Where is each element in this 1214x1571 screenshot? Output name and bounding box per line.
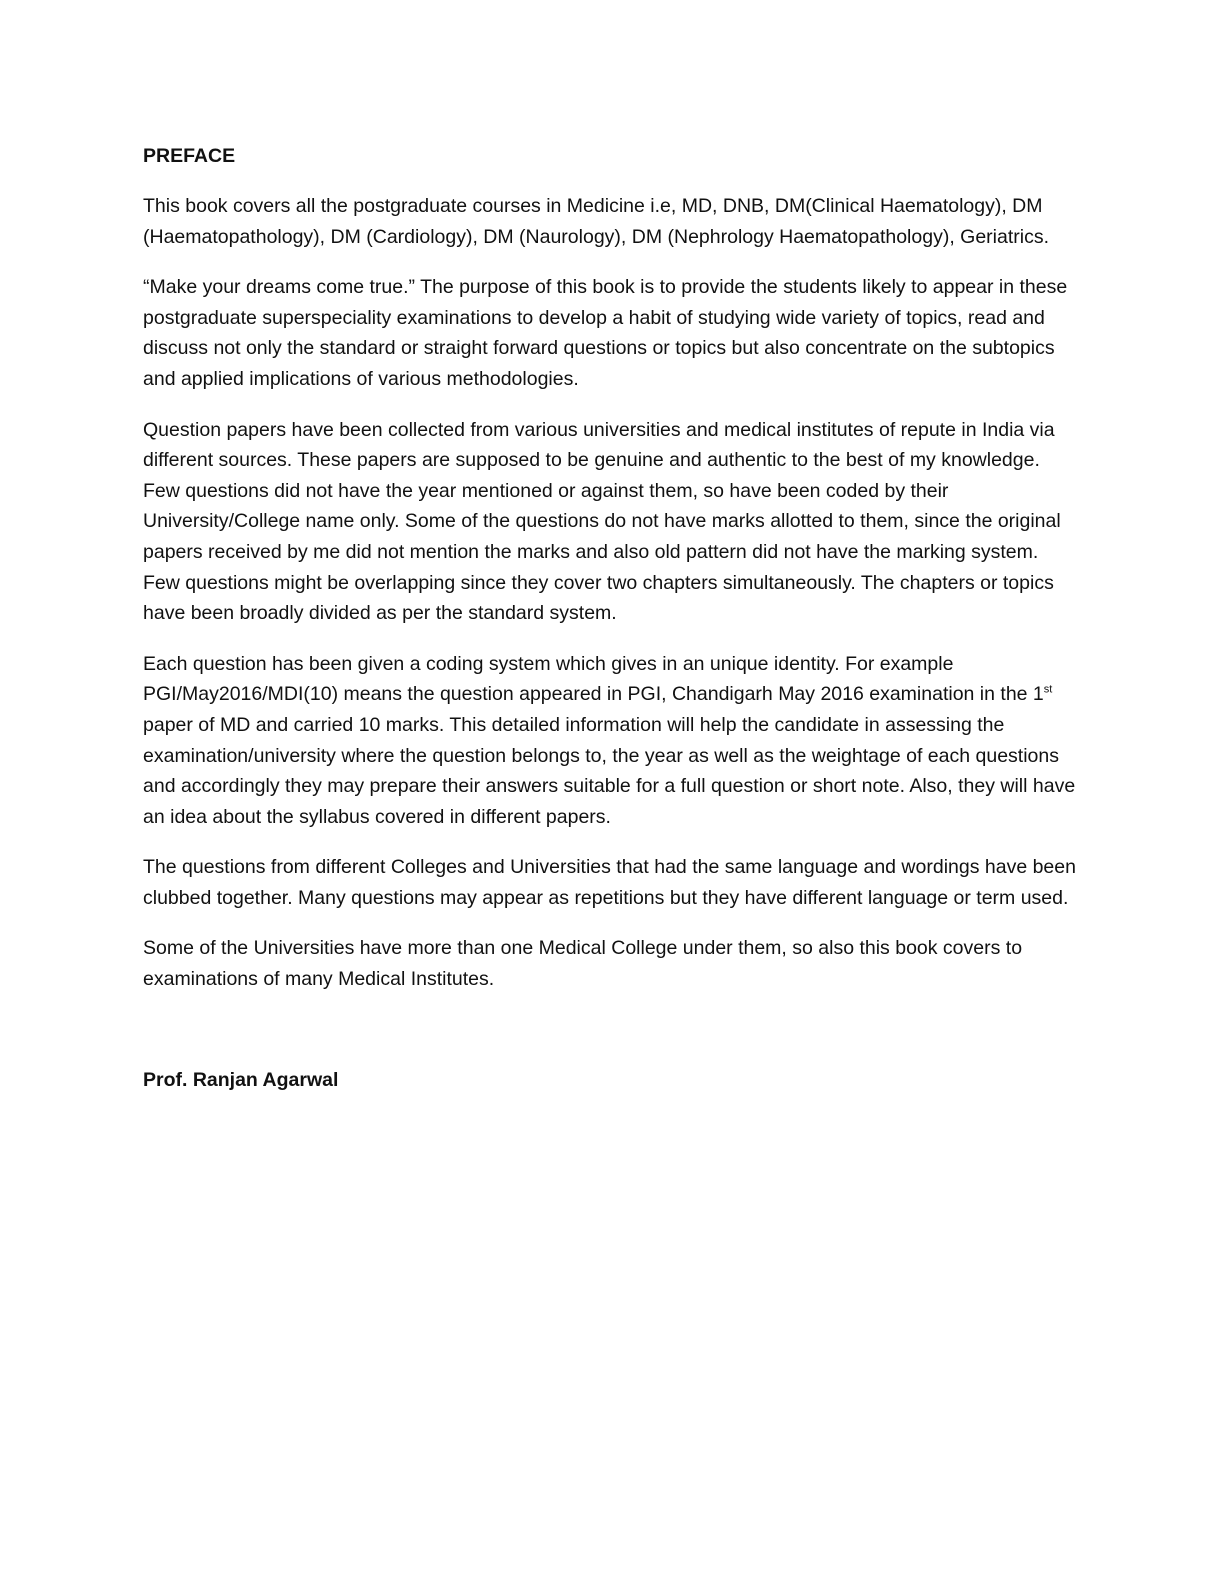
paragraph-clubbed-questions: The questions from different Colleges and Universities that had the same language and wordings have been clubbed together. Many questions may appear as repetitions but they have different language or term used. xyxy=(143,856,1076,909)
paragraph-universities: Some of the Universities have more than one Medical College under them, so also this book covers to examinations of many Medical Institutes. xyxy=(143,937,1023,991)
paragraph-coding-system xyxy=(143,649,1078,833)
paragraph-courses: This book covers all the postgraduate courses in Medicine i.e, MD, DNB, DM(Clinical Haematology), DM (Haematopathology), DM (Cardiology), DM (Naurology), DM (Nephrology Haematopathology), Geriatrics. xyxy=(143,195,1049,248)
coding-text-part-1: Each question has been given a coding system which gives in an unique identity. For example PGI/May2016/MDI(10) means the question appeared in PGI, Chandigarh May 2016 examination in the 1 xyxy=(143,652,1044,706)
paragraph-purpose: “Make your dreams come true.” The purpose of this book is to provide the students likely to appear in these postgraduate superspeciality examinations to develop a habit of studying wide variety of topics, read and discuss not only the standard or straight forward questions or topics but also concentrate on the subtopics and applied implications of various methodologies. xyxy=(143,276,1068,390)
coding-text-part-2: paper of MD and carried 10 marks. This detailed information will help the candidate in assessing the examination/university where the question belongs to, the year as well as the weightage of each questions and accordingly they may prepare their answers suitable for a full question or short note. Also, they will have an idea about the syllabus covered in different papers. xyxy=(143,713,1076,828)
ordinal-superscript: st xyxy=(1043,683,1053,696)
paragraph-sources: Question papers have been collected from various universities and medical institutes of repute in India via different sources. These papers are supposed to be genuine and authentic to the best of my knowledge. Few questions did not have the year mentioned or against them, so have been coded by their University/College name only. Some of the questions do not have marks allotted to them, since the original papers received by me did not mention the marks and also old pattern did not have the marking system. Few questions might be overlapping since they cover two chapters simultaneously. The chapters or topics have been broadly divided as per the standard system. xyxy=(143,418,1061,625)
document-body xyxy=(143,141,1078,1095)
author-signature: Prof. Ranjan Agarwal xyxy=(143,1068,339,1091)
page-title: PREFACE xyxy=(143,145,236,167)
